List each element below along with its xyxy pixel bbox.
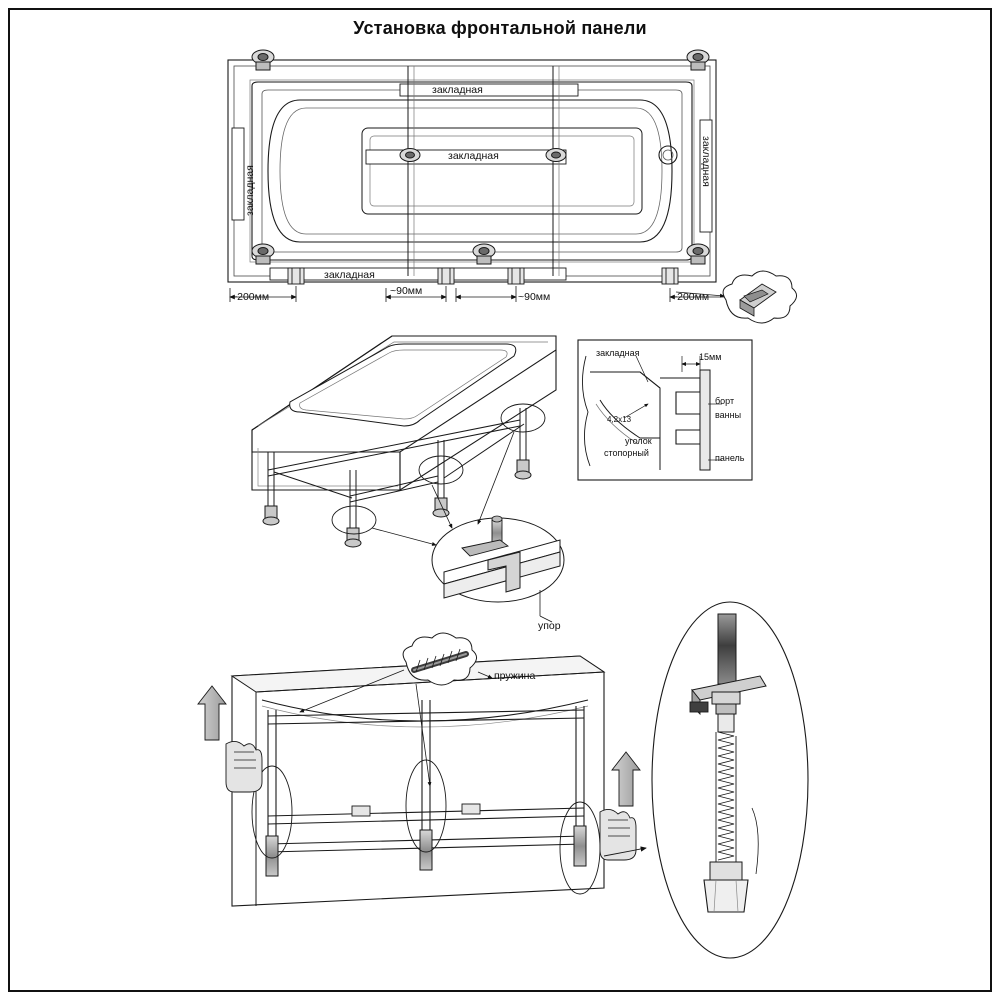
stop-detail-group: [444, 516, 560, 622]
leg-detail-group: [604, 602, 808, 958]
label-embed-right: закладная: [700, 136, 712, 187]
label-detail-bath-edge-line1: борт: [715, 396, 735, 406]
dimension-left-200: ~200мм: [231, 291, 270, 303]
dimension-mid-90-right: ~90мм: [518, 291, 551, 303]
label-embed-bottom: закладная: [324, 269, 375, 281]
dimension-right-200: ~200мм: [671, 291, 710, 303]
label-stop: упор: [538, 620, 561, 632]
label-detail-screw: 4,2х13: [607, 415, 632, 424]
label-embed-top: закладная: [432, 84, 483, 96]
label-detail-stopper-line2: стопорный: [604, 448, 649, 458]
label-embed-center: закладная: [448, 150, 499, 162]
label-detail-bath-edge-line2: ванны: [715, 410, 742, 420]
dimension-mid-90-left: ~90мм: [390, 285, 423, 297]
label-detail-panel: панель: [715, 453, 745, 463]
label-detail-embed: закладная: [596, 348, 640, 358]
front-panel-group: [198, 633, 640, 906]
page-title: Установка фронтальной панели: [353, 18, 647, 38]
label-spring: пружина: [494, 670, 536, 682]
label-detail-15mm: 15мм: [699, 352, 722, 362]
label-detail-stopper-line1: уголок: [625, 436, 652, 446]
label-embed-left: закладная: [244, 165, 256, 216]
